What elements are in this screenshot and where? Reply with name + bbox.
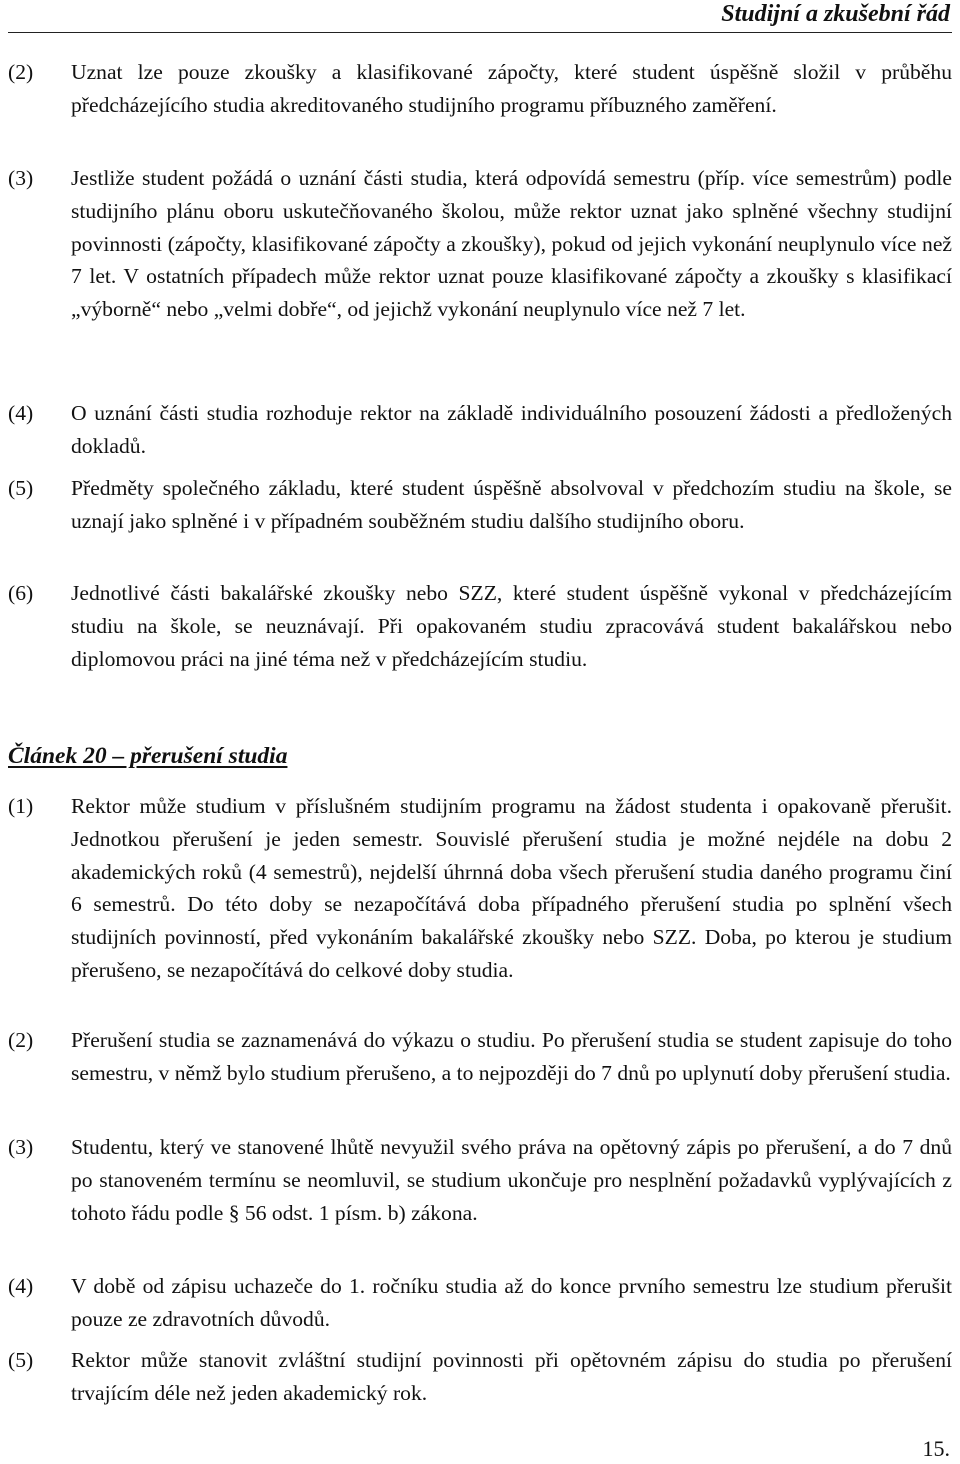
paragraph-4 — [8, 397, 952, 463]
header-divider — [8, 32, 952, 33]
article-20-paragraph-2 — [8, 1024, 952, 1090]
paragraph-number: (2) — [8, 1028, 34, 1052]
article-20-paragraph-1 — [8, 790, 952, 987]
article-20-paragraph-5 — [8, 1344, 952, 1410]
paragraph-number: (1) — [8, 794, 34, 818]
paragraph-6 — [8, 577, 952, 675]
paragraph-text: Přerušení studia se zaznamenává do výkazu o studiu. Po přerušení studia se student zapisuje do toho semestru, v němž bylo studium přerušeno, a to nejpozději do 7 dnů po uplynutí doby přerušení studia. — [71, 1028, 952, 1085]
paragraph-text: O uznání části studia rozhoduje rektor na základě individuálního posouzení žádosti a předložených dokladů. — [71, 401, 952, 458]
paragraph-number: (2) — [8, 60, 34, 84]
paragraph-text: Předměty společného základu, které student úspěšně absolvoval v předchozím studiu na škole, se uznají jako splněné i v případném souběžném studiu dalšího studijního oboru. — [71, 476, 952, 533]
paragraph-number: (3) — [8, 1135, 34, 1159]
article-20-paragraph-4 — [8, 1270, 952, 1336]
paragraph-number: (5) — [8, 1348, 34, 1372]
paragraph-number: (5) — [8, 476, 34, 500]
paragraph-number: (4) — [8, 1274, 34, 1298]
page-number: 15. — [922, 1436, 950, 1461]
paragraph-text: Rektor může stanovit zvláštní studijní povinnosti při opětovném zápisu do studia po přerušení trvajícím déle než jeden akademický rok. — [71, 1348, 952, 1405]
paragraph-text: Uznat lze pouze zkoušky a klasifikované zápočty, které student úspěšně složil v průběhu předcházejícího studia akreditovaného studijního programu příbuzného zaměření. — [71, 60, 952, 117]
paragraph-text: Jednotlivé části bakalářské zkoušky nebo SZZ, které student úspěšně vykonal v předcházejícím studiu na škole, se neuznávají. Při opakovaném studiu zpracovává student bakalářskou nebo diplomovou práci na jiné téma než v předcházejícím studiu. — [71, 581, 952, 671]
paragraph-text: Studentu, který ve stanovené lhůtě nevyužil svého práva na opětovný zápis po přerušení, a do 7 dnů po stanoveném termínu se neomluvil, se studium ukončuje pro nesplnění požadavků vyplývajících z tohoto řádu podle § 56 odst. 1 písm. b) zákona. — [71, 1135, 952, 1225]
article-heading: Článek 20 – přerušení studia — [8, 743, 288, 769]
paragraph-text: Jestliže student požádá o uznání části studia, která odpovídá semestru (příp. více semestrům) podle studijního plánu oboru uskutečňovaného školou, může rektor uznat jako splněné všechny studijní povinnosti (zápočty, klasifikované zápočty a zkoušky), pokud od jejich vykonání neuplynulo více než 7 let. V ostatních případech může rektor uznat pouze klasifikované zápočty a zkoušky s klasifikací „výborně“ nebo „velmi dobře“, od jejichž vykonání neuplynulo více než 7 let. — [71, 166, 952, 322]
paragraph-5 — [8, 472, 952, 538]
paragraph-text: V době od zápisu uchazeče do 1. ročníku studia až do konce prvního semestru lze studium přerušit pouze ze zdravotních důvodů. — [71, 1274, 952, 1331]
paragraph-number: (4) — [8, 401, 34, 425]
paragraph-number: (6) — [8, 581, 34, 605]
page-header — [0, 0, 960, 42]
paragraph-2 — [8, 56, 952, 122]
paragraph-text: Rektor může studium v příslušném studijním programu na žádost studenta i opakovaně přerušit. Jednotkou přerušení je jeden semestr. Souvislé přerušení studia je možné nejdéle na dobu 2 akademických roků (4 semestrů), nejdelší úhrnná doba všech přerušení studia daného programu činí 6 semestrů. Do této doby se nezapočítává doba případného přerušení studia po splnění všech studijních povinností, před vykonáním bakalářské zkoušky nebo SZZ. Doba, po kterou je studium přerušeno, se nezapočítává do celkové doby studia. — [71, 794, 952, 982]
paragraph-3 — [8, 162, 952, 326]
article-20-paragraph-3 — [8, 1131, 952, 1229]
header-title: Studijní a zkušební řád — [721, 1, 950, 27]
paragraph-number: (3) — [8, 166, 34, 190]
